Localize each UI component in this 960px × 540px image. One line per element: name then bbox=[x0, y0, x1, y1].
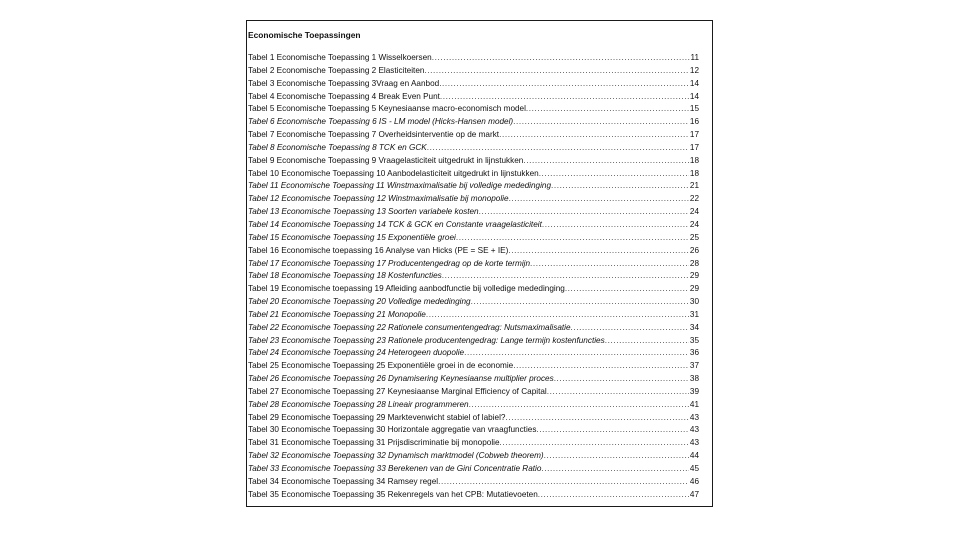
toc-dot-leader bbox=[424, 65, 688, 78]
toc-entry[interactable] bbox=[248, 180, 699, 193]
toc-page-number: 31 bbox=[689, 309, 699, 319]
toc-entry-title: Tabel 14 Economische Toepassing 14 TCK & GCK en Constante vraagelasticiteit bbox=[248, 219, 542, 229]
toc-dot-leader bbox=[440, 91, 689, 104]
toc-entry[interactable] bbox=[248, 91, 699, 104]
toc-dot-leader bbox=[471, 296, 689, 309]
toc-dot-leader bbox=[439, 78, 689, 91]
toc-entry[interactable] bbox=[248, 476, 699, 489]
toc-entry-title: Tabel 20 Economische Toepassing 20 Volledige mededinging bbox=[248, 297, 471, 307]
toc-entry[interactable] bbox=[248, 103, 699, 116]
toc-entry[interactable] bbox=[248, 283, 699, 296]
toc-entry[interactable] bbox=[248, 219, 699, 232]
toc-entry[interactable] bbox=[248, 155, 699, 168]
toc-entry-title: Tabel 28 Economische Toepassing 28 Lineair programmeren bbox=[248, 399, 469, 409]
toc-entry-title: Tabel 34 Economische Toepassing 34 Ramsey regel bbox=[248, 476, 439, 486]
toc-dot-leader bbox=[500, 437, 689, 450]
toc-entry-title: Tabel 32 Economische Toepassing 32 Dynamisch marktmodel (Cobweb theorem) bbox=[248, 451, 544, 461]
toc-page-number: 47 bbox=[689, 489, 699, 499]
toc-dot-leader bbox=[508, 245, 689, 258]
toc-dot-leader bbox=[479, 206, 689, 219]
toc-entry-title: Tabel 18 Economische Toepassing 18 Kostenfuncties bbox=[248, 271, 442, 281]
toc-dot-leader bbox=[426, 309, 689, 322]
toc-page-number: 11 bbox=[690, 53, 699, 62]
toc-page-number: 43 bbox=[689, 412, 699, 422]
toc-entry[interactable] bbox=[248, 193, 699, 206]
toc-entry-title: Tabel 35 Economische Toepassing 35 Rekenregels van het CPB: Mutatievoeten bbox=[248, 489, 538, 499]
toc-entry-title: Tabel 29 Economische Toepassing 29 Marktevenwicht stabiel of labiel? bbox=[248, 412, 506, 422]
toc-entry[interactable] bbox=[248, 52, 699, 65]
toc-entry-title: Tabel 25 Economische Toepassing 25 Exponentiële groei in de economie bbox=[248, 361, 514, 371]
toc-entry[interactable] bbox=[248, 463, 699, 476]
toc-entry-title: Tabel 13 Economische Toepassing 13 Soorten variabele kosten bbox=[248, 207, 479, 217]
toc-entry-title: Tabel 26 Economische Toepassing 26 Dynamisering Keynesiaanse multiplier proces bbox=[248, 374, 554, 384]
toc-dot-leader bbox=[530, 258, 689, 271]
toc-page-number: 37 bbox=[689, 361, 699, 371]
document-page bbox=[246, 20, 713, 507]
toc-page-number: 38 bbox=[689, 374, 699, 384]
toc-entry-title: Tabel 7 Economische Toepassing 7 Overheidsinterventie op de markt bbox=[248, 130, 500, 140]
toc-page-number: 25 bbox=[689, 232, 699, 242]
toc-page-number: 18 bbox=[689, 168, 699, 178]
toc-page-number: 16 bbox=[689, 117, 699, 127]
toc-dot-leader bbox=[526, 103, 689, 116]
toc-entry[interactable] bbox=[248, 399, 699, 412]
toc-entry-title: Tabel 10 Economische Toepassing 10 Aanbodelasticiteit uitgedrukt in lijnstukken bbox=[248, 168, 539, 178]
toc-entry[interactable] bbox=[248, 373, 699, 386]
toc-page-number: 21 bbox=[689, 181, 699, 191]
toc-page-number: 18 bbox=[689, 155, 699, 165]
toc-dot-leader bbox=[464, 347, 689, 360]
toc-entry-title: Tabel 30 Economische Toepassing 30 Horizontale aggregatie van vraagfuncties bbox=[248, 425, 537, 435]
toc-dot-leader bbox=[571, 322, 689, 335]
toc-page-number: 14 bbox=[689, 78, 699, 88]
toc-page-number: 17 bbox=[689, 130, 699, 140]
toc-entry[interactable] bbox=[248, 335, 699, 348]
toc-page-number: 12 bbox=[689, 65, 699, 75]
toc-entry[interactable] bbox=[248, 78, 699, 91]
toc-entry-title: Tabel 9 Economische Toepassing 9 Vraagelasticiteit uitgedrukt in lijnstukken bbox=[248, 155, 524, 165]
toc-entry[interactable] bbox=[248, 245, 699, 258]
toc-dot-leader bbox=[536, 424, 688, 437]
toc-entry-title: Tabel 4 Economische Toepassing 4 Break Even Punt bbox=[248, 91, 440, 101]
toc-entry[interactable] bbox=[248, 309, 699, 322]
toc-entry-title: Tabel 12 Economische Toepassing 12 Winstmaximalisatie bij monopolie bbox=[248, 194, 509, 204]
toc-page-number: 14 bbox=[689, 91, 699, 101]
toc-page-number: 43 bbox=[689, 438, 699, 448]
toc-entry[interactable] bbox=[248, 360, 699, 373]
toc-page-number: 26 bbox=[689, 245, 699, 255]
toc-page-number: 29 bbox=[689, 271, 699, 281]
toc-dot-leader bbox=[554, 373, 689, 386]
toc-dot-leader bbox=[605, 335, 689, 348]
toc-page-number: 17 bbox=[689, 142, 699, 152]
table-of-contents bbox=[248, 52, 699, 502]
toc-entry[interactable] bbox=[248, 142, 699, 155]
toc-entry-title: Tabel 21 Economische Toepassing 21 Monopolie bbox=[248, 309, 426, 319]
toc-entry[interactable] bbox=[248, 129, 699, 142]
toc-entry[interactable] bbox=[248, 386, 699, 399]
toc-entry-title: Tabel 24 Economische Toepassing 24 Heterogeen duopolie bbox=[248, 348, 465, 358]
toc-dot-leader bbox=[442, 270, 689, 283]
toc-entry[interactable] bbox=[248, 258, 699, 271]
toc-page-number: 41 bbox=[689, 399, 699, 409]
toc-entry[interactable] bbox=[248, 65, 699, 78]
toc-page-number: 45 bbox=[689, 464, 699, 473]
toc-entry[interactable] bbox=[248, 232, 699, 245]
toc-page-number: 15 bbox=[689, 104, 699, 114]
toc-page-number: 34 bbox=[689, 322, 699, 332]
toc-dot-leader bbox=[544, 450, 689, 463]
toc-entry-title: Tabel 31 Economische Toepassing 31 Prijsdiscriminatie bij monopolie bbox=[248, 438, 500, 448]
toc-page-number: 36 bbox=[689, 348, 699, 358]
toc-dot-leader bbox=[551, 180, 689, 193]
toc-dot-leader bbox=[456, 232, 689, 245]
toc-page-number: 30 bbox=[689, 297, 699, 307]
toc-entry[interactable] bbox=[248, 489, 699, 502]
toc-dot-leader bbox=[427, 142, 689, 155]
document-title: Economische Toepassingen bbox=[248, 30, 361, 40]
toc-entry[interactable] bbox=[248, 296, 699, 309]
toc-dot-leader bbox=[505, 412, 688, 425]
toc-page-number: 28 bbox=[689, 258, 699, 268]
toc-entry[interactable] bbox=[248, 450, 699, 463]
toc-page-number: 29 bbox=[689, 284, 699, 294]
toc-entry-title: Tabel 17 Economische Toepassing 17 Producentengedrag op de korte termijn bbox=[248, 258, 531, 268]
toc-page-number: 46 bbox=[689, 476, 699, 486]
toc-entry[interactable] bbox=[248, 168, 699, 181]
toc-dot-leader bbox=[565, 283, 689, 296]
toc-dot-leader bbox=[469, 399, 689, 412]
toc-page-number: 43 bbox=[689, 425, 699, 435]
toc-entry[interactable] bbox=[248, 116, 699, 129]
toc-entry[interactable] bbox=[248, 322, 699, 335]
toc-entry-title: Tabel 3 Economische Toepassing 3Vraag en Aanbod bbox=[248, 78, 440, 88]
toc-entry-title: Tabel 27 Economische Toepassing 27 Keynesiaanse Marginal Efficiency of Capital bbox=[248, 386, 547, 396]
toc-dot-leader bbox=[539, 168, 689, 181]
toc-dot-leader bbox=[547, 386, 689, 399]
toc-dot-leader bbox=[432, 52, 690, 65]
toc-entry-title: Tabel 15 Economische Toepassing 15 Exponentiële groei bbox=[248, 232, 456, 242]
toc-page-number: 35 bbox=[689, 335, 699, 345]
toc-page-number: 44 bbox=[689, 451, 699, 461]
toc-entry-title: Tabel 1 Economische Toepassing 1 Wisselkoersen bbox=[248, 53, 432, 62]
toc-dot-leader bbox=[438, 476, 689, 489]
toc-entry-title: Tabel 33 Economische Toepassing 33 Berekenen van de Gini Concentratie Ratio bbox=[248, 464, 542, 473]
toc-dot-leader bbox=[513, 116, 689, 129]
toc-entry[interactable] bbox=[248, 437, 699, 450]
toc-entry-title: Tabel 2 Economische Toepassing 2 Elasticiteiten bbox=[248, 65, 425, 75]
toc-dot-leader bbox=[499, 129, 689, 142]
toc-page-number: 24 bbox=[689, 219, 699, 229]
toc-entry-title: Tabel 6 Economische Toepassing 6 IS - LM model (Hicks-Hansen model) bbox=[248, 117, 514, 127]
toc-entry-title: Tabel 8 Economische Toepassing 8 TCK en GCK bbox=[248, 142, 427, 152]
toc-entry[interactable] bbox=[248, 347, 699, 360]
toc-entry[interactable] bbox=[248, 424, 699, 437]
toc-dot-leader bbox=[523, 155, 689, 168]
toc-dot-leader bbox=[541, 463, 688, 476]
toc-entry-title: Tabel 23 Economische Toepassing 23 Rationele producentengedrag: Lange termijn kostenfuncties bbox=[248, 335, 605, 345]
toc-entry-title: Tabel 22 Economische Toepassing 22 Rationele consumentengedrag: Nutsmaximalisatie bbox=[248, 322, 571, 332]
toc-page-number: 39 bbox=[689, 386, 699, 396]
toc-dot-leader bbox=[509, 193, 689, 206]
toc-entry-title: Tabel 11 Economische Toepassing 11 Winstmaximalisatie bij volledige mededinging bbox=[248, 181, 552, 191]
toc-entry[interactable] bbox=[248, 206, 699, 219]
toc-dot-leader bbox=[538, 489, 689, 502]
toc-entry-title: Tabel 16 Economische toepassing 16 Analyse van Hicks (PE = SE + IE) bbox=[248, 245, 509, 255]
toc-entry[interactable] bbox=[248, 270, 699, 283]
toc-page-number: 22 bbox=[689, 194, 699, 204]
toc-entry-title: Tabel 5 Economische Toepassing 5 Keynesiaanse macro-economisch model bbox=[248, 104, 526, 114]
toc-page-number: 24 bbox=[689, 207, 699, 217]
toc-entry[interactable] bbox=[248, 412, 699, 425]
toc-dot-leader bbox=[513, 360, 689, 373]
toc-entry-title: Tabel 19 Economische toepassing 19 Afleiding aanbodfunctie bij volledige mededinging bbox=[248, 284, 565, 294]
toc-dot-leader bbox=[542, 219, 689, 232]
